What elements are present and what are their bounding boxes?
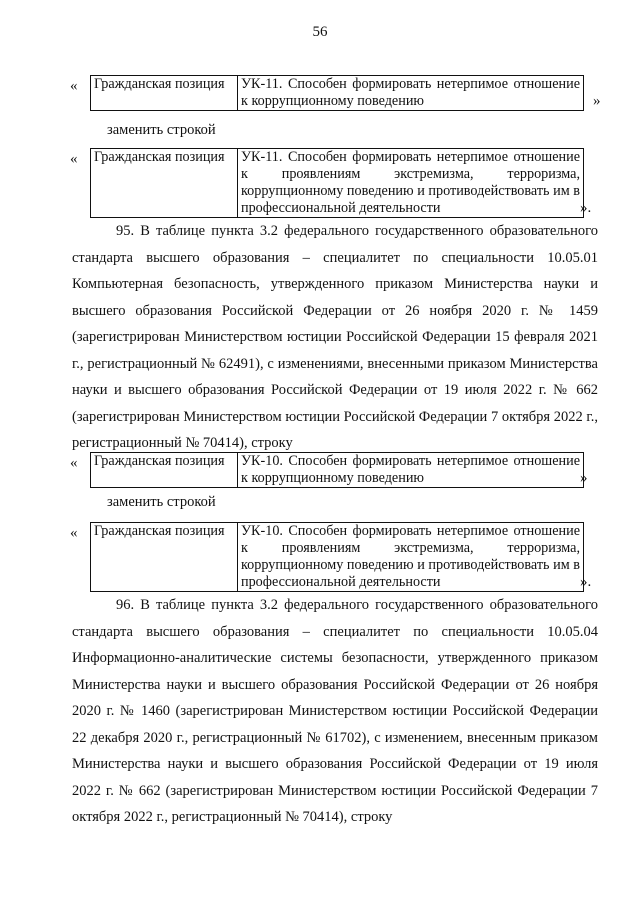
- page-number: 56: [312, 24, 328, 40]
- close-quote: ».: [580, 200, 592, 216]
- open-quote: «: [70, 78, 78, 94]
- competency-table: [90, 522, 584, 592]
- replace-instruction: заменить строкой: [107, 122, 216, 138]
- category-cell: Гражданская позиция: [91, 149, 238, 218]
- competency-cell: УК-11. Способен формировать нетерпимое отношение к проявлениям экстремизма, терроризма, коррупционному поведению и противодействовать им в профессиональной деятельности: [238, 149, 584, 218]
- competency-cell: УК-10. Способен формировать нетерпимое отношение к коррупционному поведению: [238, 453, 584, 488]
- table-row: [91, 76, 584, 111]
- competency-cell: УК-10. Способен формировать нетерпимое отношение к проявлениям экстремизма, терроризма, коррупционному поведению и противодействовать им в профессиональной деятельности: [238, 523, 584, 592]
- competency-table: [90, 452, 584, 488]
- competency-table: [90, 148, 584, 218]
- replace-instruction: заменить строкой: [107, 494, 216, 510]
- paragraph-95: [72, 218, 598, 457]
- close-quote: »: [593, 93, 601, 109]
- table-row: [91, 523, 584, 592]
- open-quote: «: [70, 525, 78, 541]
- competency-cell: УК-11. Способен формировать нетерпимое отношение к коррупционному поведению: [238, 76, 584, 111]
- close-quote: »: [580, 470, 588, 486]
- open-quote: «: [70, 151, 78, 167]
- paragraph-text: 96. В таблице пункта 3.2 федерального государственного образовательного стандарта высшего образования – специалитет по специальности 10.05.04 Информационно-аналитические системы безопасности, утвержденного приказом Министерства науки и высшего образования Российской Федерации от 26 ноября 2020 г. № 1460 (зарегистрирован Министерством юстиции Российской Федерации 22 декабря 2020 г., регистрационный № 61702), с изменением, внесенным приказом Министерства науки и высшего образования Российской Федерации от 19 июля 2022 г. № 662 (зарегистрирован Министерством юстиции Российской Федерации 7 октября 2022 г., регистрационный № 70414), строку: [72, 597, 598, 825]
- category-cell: Гражданская позиция: [91, 76, 238, 111]
- close-quote: ».: [580, 574, 592, 590]
- category-cell: Гражданская позиция: [91, 453, 238, 488]
- open-quote: «: [70, 455, 78, 471]
- category-cell: Гражданская позиция: [91, 523, 238, 592]
- paragraph-text: 95. В таблице пункта 3.2 федерального государственного образовательного стандарта высшего образования – специалитет по специальности 10.05.01 Компьютерная безопасность, утвержденного приказом Министерства науки и высшего образования Российской Федерации от 26 ноября 2020 г. № 1459 (зарегистрирован Министерством юстиции Российской Федерации 15 февраля 2021 г., регистрационный № 62491), с изменениями, внесенными приказом Министерства науки и высшего образования Российской Федерации от 19 июля 2022 г. № 662 (зарегистрирован Министерством юстиции Российской Федерации 7 октября 2022 г., регистрационный № 70414), строку: [72, 223, 598, 451]
- paragraph-96: [72, 592, 598, 831]
- competency-table: [90, 75, 584, 111]
- table-row: [91, 453, 584, 488]
- table-row: [91, 149, 584, 218]
